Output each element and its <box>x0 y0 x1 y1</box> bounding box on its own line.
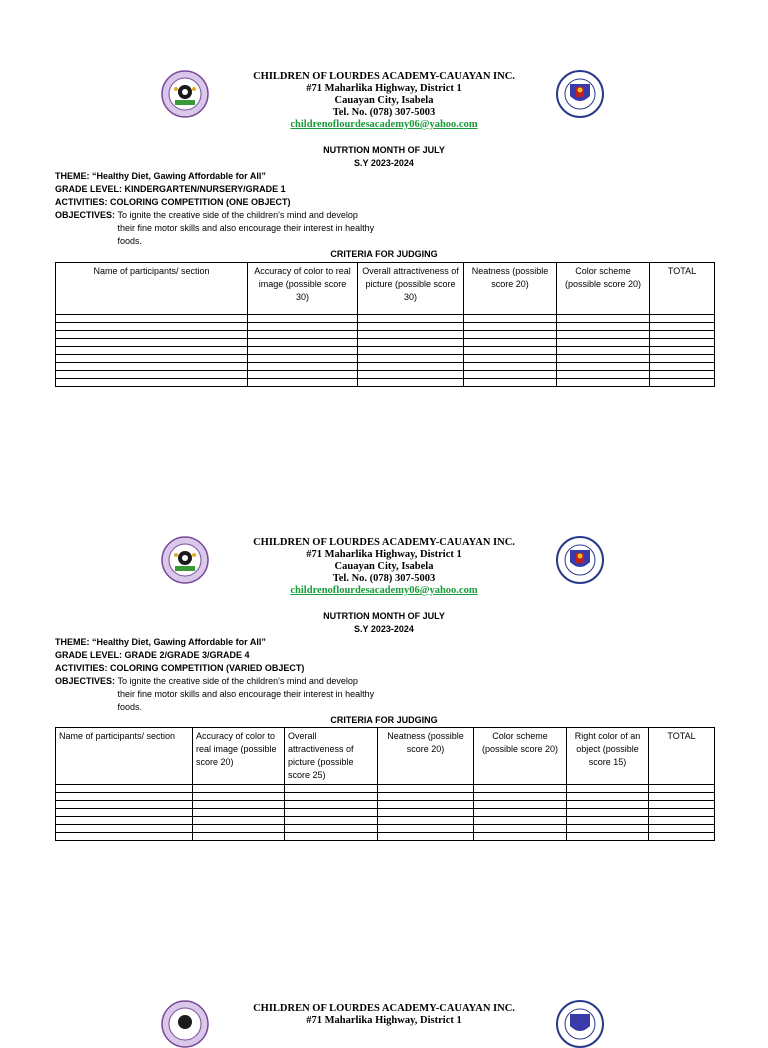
column-header-accuracy: Accuracy of color to real image (possible score 30) <box>248 263 358 315</box>
school-header <box>0 537 768 597</box>
table-row[interactable] <box>56 785 715 793</box>
table-row[interactable] <box>56 355 715 363</box>
event-title: NUTRTION MONTH OF JULY <box>323 145 445 155</box>
column-header-total: TOTAL <box>649 728 715 785</box>
table-row[interactable] <box>56 825 715 833</box>
table-row[interactable] <box>56 371 715 379</box>
event-title-block <box>0 610 768 636</box>
column-header-color-scheme: Color scheme (possible score 20) <box>557 263 650 315</box>
table-row[interactable] <box>56 323 715 331</box>
objectives-text: To ignite the creative side of the children's mind and develop their fine motor skills and also encourage their interest in healthy foods. <box>117 676 375 712</box>
school-header <box>0 1003 768 1027</box>
column-header-attractiveness: Overall attractiveness of picture (possible score 30) <box>358 263 464 315</box>
event-title-block <box>0 144 768 170</box>
column-header-name: Name of participants/ section <box>56 728 193 785</box>
column-header-right-color: Right color of an object (possible score 15) <box>567 728 649 785</box>
school-city: Cauayan City, Isabela <box>334 561 434 572</box>
criteria-label: CRITERIA FOR JUDGING <box>330 715 438 725</box>
objectives-block <box>55 209 655 248</box>
criteria-label: CRITERIA FOR JUDGING <box>330 249 438 259</box>
column-header-neatness: Neatness (possible score 20) <box>464 263 557 315</box>
activities-line: ACTIVITIES: COLORING COMPETITION (ONE OBJECT) <box>55 197 291 207</box>
school-year: S.Y 2023-2024 <box>354 158 414 168</box>
school-tel: Tel. No. (078) 307-5003 <box>332 573 436 584</box>
school-city: Cauayan City, Isabela <box>334 95 434 106</box>
table-row[interactable] <box>56 339 715 347</box>
school-header <box>0 71 768 131</box>
school-address: #71 Maharlika Highway, District 1 <box>306 549 462 560</box>
school-address: #71 Maharlika Highway, District 1 <box>306 1015 462 1026</box>
column-header-neatness: Neatness (possible score 20) <box>378 728 474 785</box>
school-tel: Tel. No. (078) 307-5003 <box>332 107 436 118</box>
objectives-block <box>55 675 655 714</box>
theme-line: THEME: “Healthy Diet, Gawing Affordable for All” <box>55 637 266 647</box>
table-row[interactable] <box>56 331 715 339</box>
column-header-attractiveness: Overall attractiveness of picture (possible score 25) <box>285 728 378 785</box>
table-row[interactable] <box>56 801 715 809</box>
school-year: S.Y 2023-2024 <box>354 624 414 634</box>
school-address: #71 Maharlika Highway, District 1 <box>306 83 462 94</box>
grade-level-line: GRADE LEVEL: KINDERGARTEN/NURSERY/GRADE 1 <box>55 184 286 194</box>
activities-line: ACTIVITIES: COLORING COMPETITION (VARIED OBJECT) <box>55 663 305 673</box>
form-info <box>55 170 655 248</box>
school-name: CHILDREN OF LOURDES ACADEMY-CAUAYAN INC. <box>253 1003 515 1014</box>
school-name: CHILDREN OF LOURDES ACADEMY-CAUAYAN INC. <box>253 537 515 548</box>
objectives-label: OBJECTIVES: <box>55 676 116 686</box>
table-row[interactable] <box>56 363 715 371</box>
table-row[interactable] <box>56 809 715 817</box>
table-row[interactable] <box>56 315 715 323</box>
objectives-label: OBJECTIVES: <box>55 210 116 220</box>
theme-line: THEME: “Healthy Diet, Gawing Affordable for All” <box>55 171 266 181</box>
table-row[interactable] <box>56 347 715 355</box>
column-header-name: Name of participants/ section <box>56 263 248 315</box>
judging-table <box>55 727 715 841</box>
table-row[interactable] <box>56 379 715 387</box>
grade-level-line: GRADE LEVEL: GRADE 2/GRADE 3/GRADE 4 <box>55 650 250 660</box>
form-info <box>55 636 655 714</box>
school-email-link[interactable]: childrenoflourdesacademy06@yahoo.com <box>290 119 478 130</box>
table-row[interactable] <box>56 833 715 841</box>
school-email-link[interactable]: childrenoflourdesacademy06@yahoo.com <box>290 585 478 596</box>
column-header-accuracy: Accuracy of color to real image (possible score 20) <box>193 728 285 785</box>
school-name: CHILDREN OF LOURDES ACADEMY-CAUAYAN INC. <box>253 71 515 82</box>
table-row[interactable] <box>56 793 715 801</box>
column-header-total: TOTAL <box>650 263 715 315</box>
objectives-text: To ignite the creative side of the children's mind and develop their fine motor skills and also encourage their interest in healthy foods. <box>117 210 375 246</box>
table-row[interactable] <box>56 817 715 825</box>
column-header-color-scheme: Color scheme (possible score 20) <box>474 728 567 785</box>
event-title: NUTRTION MONTH OF JULY <box>323 611 445 621</box>
judging-table-body <box>56 315 715 387</box>
judging-table <box>55 262 715 387</box>
judging-table-body <box>56 785 715 841</box>
